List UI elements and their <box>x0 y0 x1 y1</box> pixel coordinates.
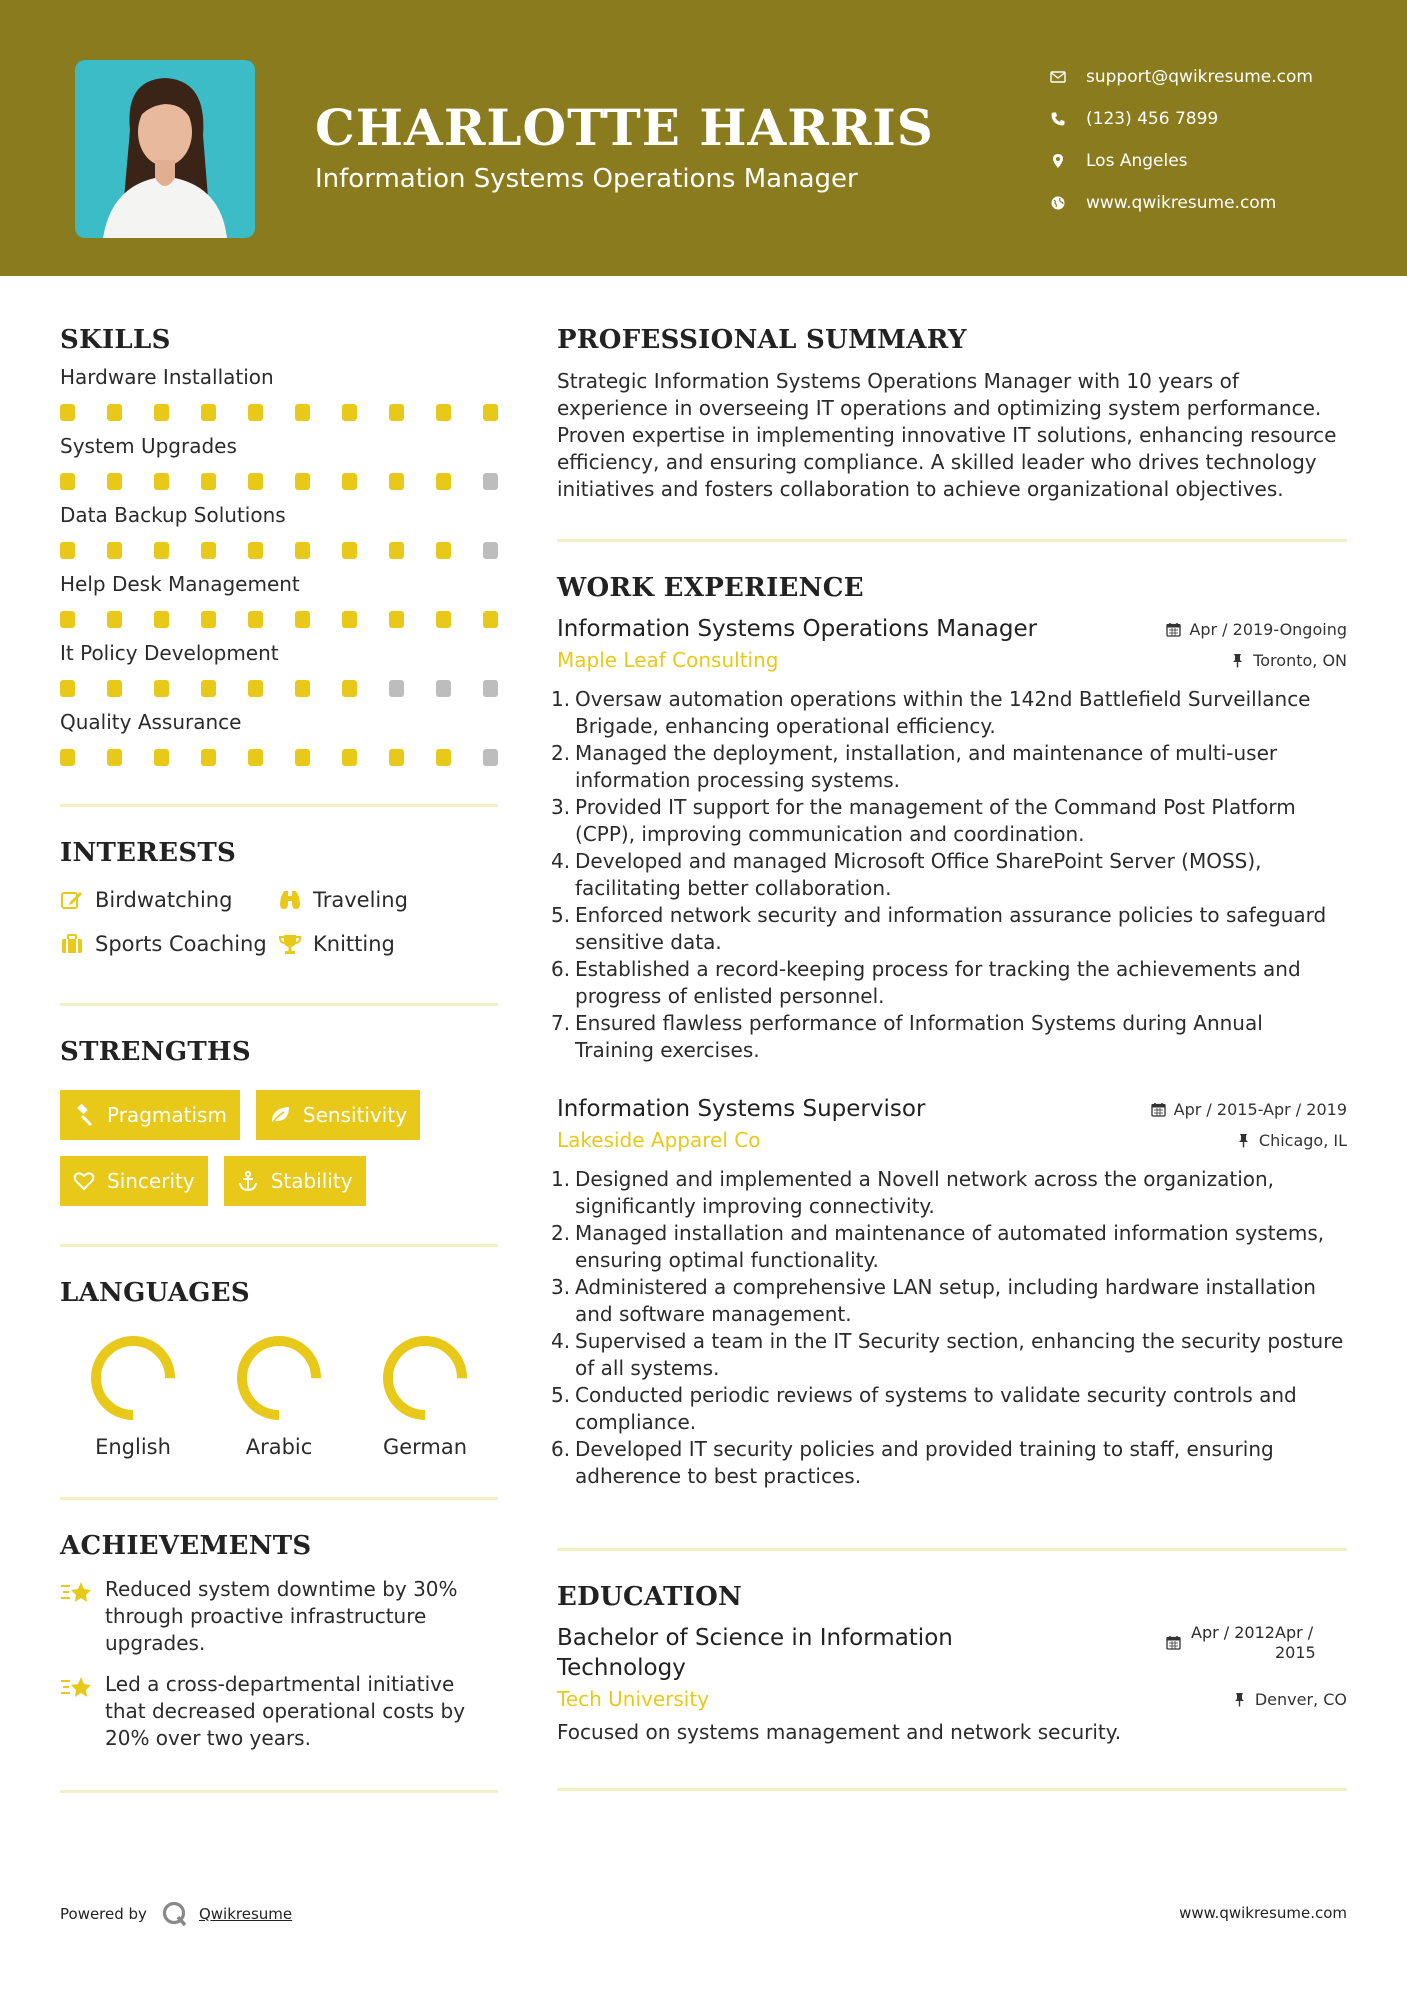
rating-dot-filled <box>60 680 75 697</box>
job-dates-text: Apr / 2019-Ongoing <box>1189 620 1347 639</box>
rating-dot-filled <box>436 404 451 421</box>
bullet-item: 6. Developed IT security policies and provided training to staff, ensuring adherence to best practices. <box>557 1436 1347 1490</box>
language-level-arc <box>96 1341 170 1415</box>
calendar-icon <box>1166 622 1181 637</box>
achievement-item <box>60 1576 498 1657</box>
person-photo-icon <box>75 60 255 238</box>
interest-label: Knitting <box>313 932 395 956</box>
job-title: Information Systems Supervisor <box>557 1096 926 1122</box>
rating-dot-filled <box>342 473 357 490</box>
section-divider <box>60 804 498 807</box>
rating-dot-filled <box>483 611 498 628</box>
rating-dot-filled <box>389 611 404 628</box>
rating-dot-filled <box>248 404 263 421</box>
rating-dot-filled <box>154 404 169 421</box>
rating-dot-filled <box>436 542 451 559</box>
rating-dot-filled <box>248 611 263 628</box>
candidate-name: CHARLOTTE HARRIS <box>315 98 934 157</box>
candidate-title: Information Systems Operations Manager <box>315 164 858 194</box>
education-heading: EDUCATION <box>557 1582 743 1612</box>
calendar-icon <box>1166 1635 1181 1650</box>
bullet-text: Established a record-keeping process for tracking the achievements and progress of enlisted personnel. <box>575 957 1301 1008</box>
interest-label: Sports Coaching <box>95 932 267 956</box>
powered-by-text: Powered by <box>60 1905 147 1923</box>
bullet-text: Supervised a team in the IT Security section, enhancing the security posture of all systems. <box>575 1329 1344 1380</box>
job-title: Information Systems Operations Manager <box>557 616 1038 642</box>
company-name: Maple Leaf Consulting <box>557 648 779 672</box>
achievements-list <box>60 1576 498 1752</box>
anchor-icon <box>237 1170 259 1192</box>
bullet-text: Enforced network security and information assurance policies to safeguard sensitive data. <box>575 903 1327 954</box>
phone-text: (123) 456 7899 <box>1086 109 1219 129</box>
education-description: Focused on systems management and network security. <box>557 1720 1122 1744</box>
strength-label: Stability <box>270 1169 353 1193</box>
rating-dot-filled <box>295 404 310 421</box>
job-location <box>1236 1131 1347 1150</box>
job-location-text: Toronto, ON <box>1253 650 1347 670</box>
bullet-item: 7. Ensured flawless performance of Information Systems during Annual Training exercises. <box>557 1010 1347 1064</box>
summary-text: Strategic Information Systems Operations Manager with 10 years of experience in overseeing IT operations and optimizing system performance. Proven expertise in implementing innovative IT solutions, enhancing resource efficiency, and ensuring compliance. A skilled leader who drives technology initiatives and fosters collaboration to achieve organizational objectives. <box>557 369 1337 501</box>
footer-website[interactable]: www.qwikresume.com <box>1179 1904 1347 1922</box>
rating-dot-filled <box>436 611 451 628</box>
bullet-item: 5. Conducted periodic reviews of systems to validate security controls and compliance. <box>557 1382 1347 1436</box>
contact-list <box>1050 56 1313 224</box>
interest-item <box>278 931 498 957</box>
strength-label: Pragmatism <box>107 1103 227 1127</box>
job-location <box>1230 651 1347 670</box>
bullet-item: 1. Oversaw automation operations within the 142nd Battlefield Surveillance Brigade, enhancing operational efficiency. <box>557 686 1347 740</box>
skill-rating <box>60 611 498 628</box>
rating-dot-filled <box>107 542 122 559</box>
bullet-text: Designed and implemented a Novell network across the organization, significantly improving connectivity. <box>575 1167 1275 1218</box>
rating-dot-filled <box>201 542 216 559</box>
rating-dot-filled <box>342 749 357 766</box>
job-location-text: Chicago, IL <box>1258 1130 1347 1150</box>
skill-name: Quality Assurance <box>60 710 242 734</box>
rating-dot-filled <box>201 473 216 490</box>
section-divider <box>60 1003 498 1006</box>
job-bullets <box>551 686 1347 1064</box>
interest-item <box>60 931 278 957</box>
section-divider <box>557 539 1347 542</box>
bullet-text: Developed and managed Microsoft Office SharePoint Server (MOSS), facilitating better collaboration. <box>575 849 1262 900</box>
skill-name: Help Desk Management <box>60 572 300 596</box>
achievement-text: Reduced system downtime by 30% through proactive infrastructure upgrades. <box>105 1577 458 1655</box>
job-dates-text: Apr / 2015-Apr / 2019 <box>1173 1100 1347 1119</box>
interest-label: Traveling <box>313 888 408 912</box>
rating-dot-filled <box>248 680 263 697</box>
bullet-item: 4. Developed and managed Microsoft Office SharePoint Server (MOSS), facilitating better collaboration. <box>557 848 1347 902</box>
interest-label: Birdwatching <box>95 888 233 912</box>
strength-label: Sensitivity <box>302 1103 408 1127</box>
job-dates <box>1151 1100 1347 1119</box>
achievement-item <box>60 1671 498 1752</box>
bullet-item: 3. Administered a comprehensive LAN setup, including hardware installation and software management. <box>557 1274 1347 1328</box>
bullet-item: 2. Managed installation and maintenance of automated information systems, ensuring optimal functionality. <box>557 1220 1347 1274</box>
rating-dot-filled <box>389 473 404 490</box>
bullet-item: 5. Enforced network security and information assurance policies to safeguard sensitive data. <box>557 902 1347 956</box>
summary-heading: PROFESSIONAL SUMMARY <box>557 325 967 355</box>
rating-dot-filled <box>295 542 310 559</box>
gavel-icon <box>73 1104 95 1126</box>
shooting-star-icon <box>60 1578 94 1608</box>
footer-powered-by <box>60 1900 292 1928</box>
section-divider <box>60 1790 498 1793</box>
education-end: Apr / 2015 <box>1275 1623 1316 1662</box>
language-name: English <box>95 1435 171 1459</box>
language-item <box>60 1331 206 1459</box>
language-item <box>352 1331 498 1459</box>
rating-dot-filled <box>248 749 263 766</box>
calendar-icon <box>1151 1102 1166 1117</box>
rating-dot-filled <box>60 542 75 559</box>
school-name: Tech University <box>557 1687 710 1711</box>
rating-dot-filled <box>60 473 75 490</box>
rating-dot-filled <box>295 749 310 766</box>
interest-item <box>278 887 498 913</box>
rating-dot-filled <box>107 611 122 628</box>
trophy-icon <box>278 932 302 956</box>
language-ring <box>232 1331 326 1425</box>
skill-rating <box>60 404 498 421</box>
skill-name: Hardware Installation <box>60 365 274 389</box>
rating-dot-filled <box>154 611 169 628</box>
skill-rating <box>60 680 498 697</box>
contact-email[interactable] <box>1050 56 1313 98</box>
achievements-heading: ACHIEVEMENTS <box>60 1531 312 1561</box>
rating-dot-filled <box>154 749 169 766</box>
rating-dot-filled <box>342 542 357 559</box>
rating-dot-filled <box>107 404 122 421</box>
globe-icon <box>1050 195 1066 211</box>
bullet-item: 4. Supervised a team in the IT Security section, enhancing the security posture of all systems. <box>557 1328 1347 1382</box>
rating-dot-filled <box>154 680 169 697</box>
left-column <box>60 322 498 1793</box>
education-entry <box>557 1623 1347 1746</box>
profile-photo <box>75 60 255 238</box>
rating-dot-filled <box>107 680 122 697</box>
envelope-icon <box>1050 69 1066 85</box>
brand-link[interactable]: Qwikresume <box>198 1905 293 1923</box>
rating-dot-empty <box>436 680 451 697</box>
language-ring <box>86 1331 180 1425</box>
rating-dot-filled <box>436 473 451 490</box>
experience-heading: WORK EXPERIENCE <box>557 573 864 603</box>
map-pin-icon <box>1050 153 1066 169</box>
rating-dot-filled <box>60 749 75 766</box>
pencil-icon <box>60 888 84 912</box>
rating-dot-empty <box>483 542 498 559</box>
strength-chip <box>60 1090 240 1140</box>
skill-rating <box>60 542 498 559</box>
bullet-text: Ensured flawless performance of Information Systems during Annual Training exercises. <box>575 1011 1263 1062</box>
strength-chip <box>224 1156 366 1206</box>
rating-dot-filled <box>342 404 357 421</box>
section-divider <box>60 1244 498 1247</box>
bullet-text: Managed the deployment, installation, and maintenance of multi-user information processing systems. <box>575 741 1278 792</box>
location-text: Los Angeles <box>1086 151 1188 171</box>
rating-dot-filled <box>154 542 169 559</box>
education-location <box>1232 1690 1347 1709</box>
interest-item <box>60 887 278 913</box>
rating-dot-filled <box>483 404 498 421</box>
bullet-item: 3. Provided IT support for the management of the Command Post Platform (CPP), improving communication and coordination. <box>557 794 1347 848</box>
rating-dot-filled <box>295 473 310 490</box>
bullet-text: Provided IT support for the management of the Command Post Platform (CPP), improving communication and coordination. <box>575 795 1296 846</box>
rating-dot-filled <box>248 473 263 490</box>
skills-heading: SKILLS <box>60 325 171 355</box>
education-start: Apr / 2012 <box>1191 1623 1275 1642</box>
pushpin-icon <box>1236 1133 1251 1148</box>
rating-dot-empty <box>483 680 498 697</box>
contact-website[interactable] <box>1050 182 1313 224</box>
strength-label: Sincerity <box>107 1169 195 1193</box>
achievement-text: Led a cross-departmental initiative that decreased operational costs by 20% over two years. <box>105 1672 466 1750</box>
phone-icon <box>1050 111 1066 127</box>
rating-dot-filled <box>436 749 451 766</box>
interests-list <box>60 887 498 957</box>
bullet-item: 2. Managed the deployment, installation, and maintenance of multi-user information processing systems. <box>557 740 1347 794</box>
education-location-text: Denver, CO <box>1254 1689 1347 1709</box>
binoculars-icon <box>278 888 302 912</box>
bullet-text: Conducted periodic reviews of systems to validate security controls and compliance. <box>575 1383 1297 1434</box>
rating-dot-empty <box>389 680 404 697</box>
languages-list <box>60 1331 498 1459</box>
rating-dot-filled <box>154 473 169 490</box>
job-entry <box>551 614 1347 1064</box>
qwikresume-logo-icon <box>161 1900 189 1928</box>
skill-rating <box>60 473 498 490</box>
job-entry <box>551 1094 1347 1490</box>
section-divider <box>60 1497 498 1500</box>
website-text: www.qwikresume.com <box>1086 193 1277 213</box>
pushpin-icon <box>1232 1692 1247 1707</box>
rating-dot-filled <box>389 404 404 421</box>
bullet-text: Managed installation and maintenance of automated information systems, ensuring optimal functionality. <box>575 1221 1325 1272</box>
section-divider <box>557 1548 1347 1551</box>
rating-dot-filled <box>389 749 404 766</box>
languages-heading: LANGUAGES <box>60 1278 250 1308</box>
heart-icon <box>73 1170 95 1192</box>
strength-chip <box>60 1156 208 1206</box>
skill-name: System Upgrades <box>60 434 237 458</box>
job-dates <box>1166 620 1347 639</box>
resume-header <box>0 0 1407 276</box>
language-name: German <box>382 1435 468 1459</box>
rating-dot-filled <box>201 680 216 697</box>
rating-dot-empty <box>483 473 498 490</box>
rating-dot-filled <box>201 611 216 628</box>
right-column <box>551 322 1347 1791</box>
education-dates <box>1166 1623 1347 1663</box>
strengths-heading: STRENGTHS <box>60 1037 251 1067</box>
rating-dot-filled <box>342 680 357 697</box>
skill-rating <box>60 749 498 766</box>
rating-dot-filled <box>107 749 122 766</box>
job-bullets <box>551 1166 1347 1490</box>
rating-dot-filled <box>389 542 404 559</box>
language-level-arc <box>388 1341 462 1415</box>
rating-dot-filled <box>342 611 357 628</box>
briefcase-icon <box>60 932 84 956</box>
bullet-item: 6. Established a record-keeping process for tracking the achievements and progress of enlisted personnel. <box>557 956 1347 1010</box>
rating-dot-filled <box>60 404 75 421</box>
rating-dot-filled <box>295 611 310 628</box>
bullet-item: 1. Designed and implemented a Novell network across the organization, significantly improving connectivity. <box>557 1166 1347 1220</box>
leaf-icon <box>269 1104 291 1126</box>
bullet-text: Administered a comprehensive LAN setup, including hardware installation and software management. <box>575 1275 1316 1326</box>
degree-title: Bachelor of Science in Information Technology <box>557 1625 953 1681</box>
strength-chip <box>256 1090 420 1140</box>
interests-heading: INTERESTS <box>60 838 237 868</box>
bullet-text: Oversaw automation operations within the 142nd Battlefield Surveillance Brigade, enhancing operational efficiency. <box>575 687 1311 738</box>
skill-name: Data Backup Solutions <box>60 503 286 527</box>
rating-dot-filled <box>248 542 263 559</box>
language-ring <box>378 1331 472 1425</box>
skills-list <box>60 364 498 766</box>
rating-dot-filled <box>201 749 216 766</box>
strengths-list <box>60 1090 498 1206</box>
rating-dot-filled <box>295 680 310 697</box>
skill-name: It Policy Development <box>60 641 279 665</box>
rating-dot-filled <box>107 473 122 490</box>
shooting-star-icon <box>60 1673 94 1703</box>
language-name: Arabic <box>245 1435 313 1459</box>
company-name: Lakeside Apparel Co <box>557 1128 761 1152</box>
section-divider <box>557 1788 1347 1791</box>
rating-dot-empty <box>483 749 498 766</box>
email-text: support@qwikresume.com <box>1086 67 1313 87</box>
language-item <box>206 1331 352 1459</box>
contact-location <box>1050 140 1313 182</box>
language-level-arc <box>242 1341 316 1415</box>
contact-phone[interactable] <box>1050 98 1313 140</box>
rating-dot-filled <box>60 611 75 628</box>
bullet-text: Developed IT security policies and provided training to staff, ensuring adherence to best practices. <box>575 1437 1274 1488</box>
rating-dot-filled <box>201 404 216 421</box>
pushpin-icon <box>1230 653 1245 668</box>
